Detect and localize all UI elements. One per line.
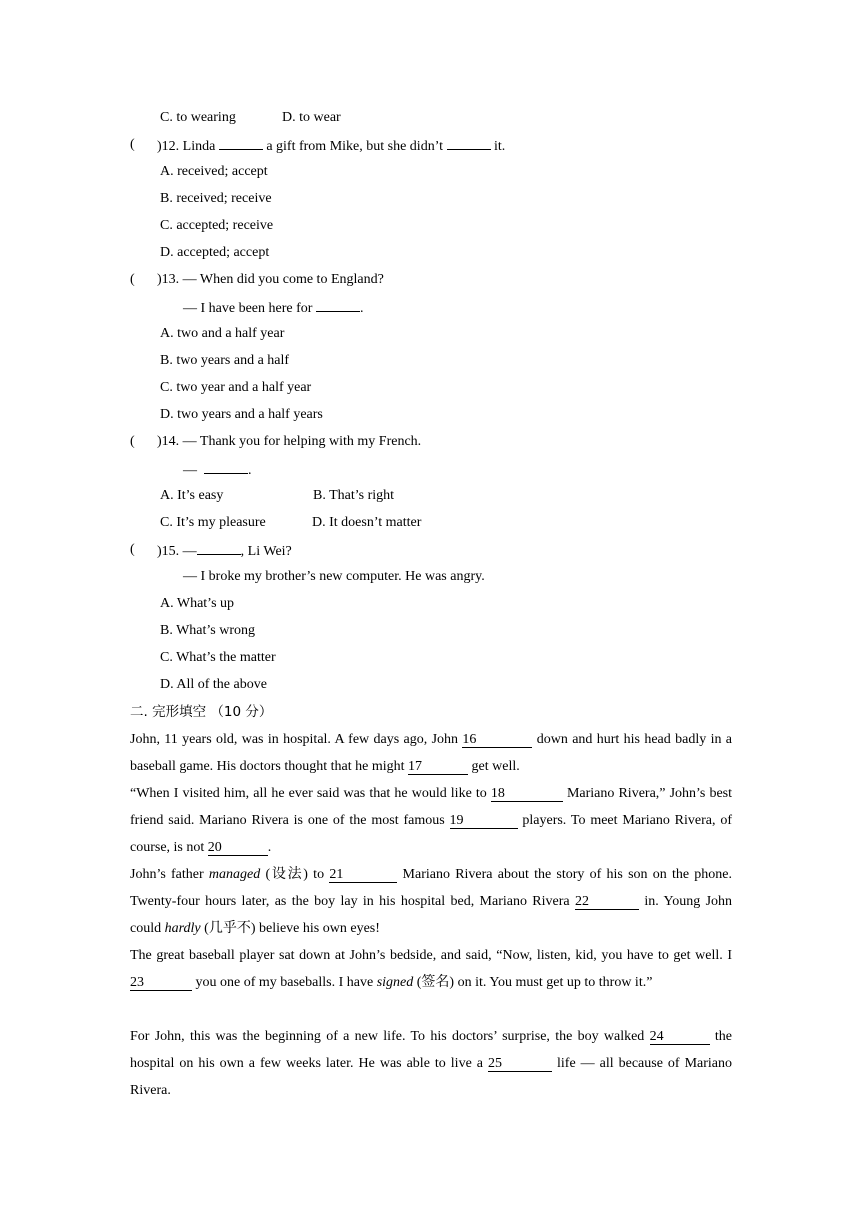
cloze-blank-17[interactable]: 17 [408, 759, 468, 775]
answer-paren[interactable]: ( [130, 137, 135, 152]
answer-paren[interactable]: ( [130, 434, 135, 449]
passage-paragraph-1: John, 11 years old, was in hospital. A few days ago, John 16 down and hurt his head badly in a baseball game. His doctors thought that he might 17 get well. [130, 732, 733, 774]
answer-blank[interactable] [219, 135, 263, 150]
q14-reply: — . [183, 459, 252, 481]
cloze-blank-18[interactable]: 18 [491, 786, 563, 802]
q12-option-c: C. accepted; receive [160, 218, 274, 233]
passage-paragraph-2: “When I visited him, all he ever said was that he would like to 18 Mariano Rivera,” John’s best friend said. Mariano Rivera is one of the most famous 19 players. To meet Mariano Rivera, of course, is not 20 . [130, 786, 733, 855]
answer-blank[interactable] [197, 540, 241, 555]
cloze-blank-20[interactable]: 20 [208, 840, 268, 856]
answer-blank[interactable] [316, 297, 360, 312]
cloze-blank-16[interactable]: 16 [462, 732, 532, 748]
answer-paren[interactable]: ( [130, 272, 135, 287]
cloze-blank-19[interactable]: 19 [450, 813, 518, 829]
q14-option-c: C. It’s my pleasure [160, 515, 266, 530]
q12-option-b: B. received; receive [160, 191, 272, 206]
answer-paren[interactable]: ( [130, 542, 135, 557]
section-title: 二. 完形填空 （10 分） [130, 704, 273, 720]
q15-reply: — I broke my brother’s new computer. He was angry. [183, 569, 485, 584]
answer-blank[interactable] [204, 459, 248, 474]
q15-option-a: A. What’s up [160, 596, 235, 611]
q12-option-d: D. accepted; accept [160, 245, 270, 260]
q14-option-a: A. It’s easy [160, 488, 224, 503]
cloze-blank-23[interactable]: 23 [130, 975, 192, 991]
cloze-blank-24[interactable]: 24 [650, 1029, 710, 1045]
question-stem: )12. Linda a gift from Mike, but she didn’t it. [157, 135, 505, 157]
q13-option-d: D. two years and a half years [160, 407, 323, 422]
q15-option-c: C. What’s the matter [160, 650, 276, 665]
q12-option-a: A. received; accept [160, 164, 268, 179]
q13-option-b: B. two years and a half [160, 353, 290, 368]
cloze-blank-21[interactable]: 21 [329, 867, 397, 883]
q11-option-c: C. to wearing [160, 110, 236, 125]
question-stem: )14. — Thank you for helping with my French. [157, 434, 422, 449]
passage-paragraph-3: John’s father managed (设法) to 21 Mariano Rivera about the story of his son on the phone. Twenty-four hours later, as the boy lay in his hospital bed, Mariano Rivera 22 in. Young John could hardly (几乎不) believe his own eyes! [130, 867, 733, 936]
passage-paragraph-4: The great baseball player sat down at John’s bedside, and said, “Now, listen, kid, you have to get well. I 23 you one of my baseballs. I have signed (签名) on it. You must get up to throw it.” [130, 948, 732, 990]
q11-option-d: D. to wear [282, 110, 341, 125]
answer-blank[interactable] [447, 135, 491, 150]
q13-option-a: A. two and a half year [160, 326, 285, 341]
question-stem: )13. — When did you come to England? [157, 272, 384, 287]
q13-option-c: C. two year and a half year [160, 380, 312, 395]
q14-option-b: B. That’s right [313, 488, 395, 503]
cloze-blank-25[interactable]: 25 [488, 1056, 552, 1072]
q15-option-b: B. What’s wrong [160, 623, 256, 638]
q14-option-d: D. It doesn’t matter [312, 515, 422, 530]
q15-option-d: D. All of the above [160, 677, 267, 692]
question-stem: )15. — , Li Wei? [157, 540, 292, 562]
passage-paragraph-5: For John, this was the beginning of a new life. To his doctors’ surprise, the boy walked 24 the hospital on his own a few weeks later. He was able to live a 25 life — all because of Mariano Rivera. [130, 1029, 733, 1098]
q13-reply: — I have been here for . [183, 297, 363, 319]
cloze-blank-22[interactable]: 22 [575, 894, 639, 910]
